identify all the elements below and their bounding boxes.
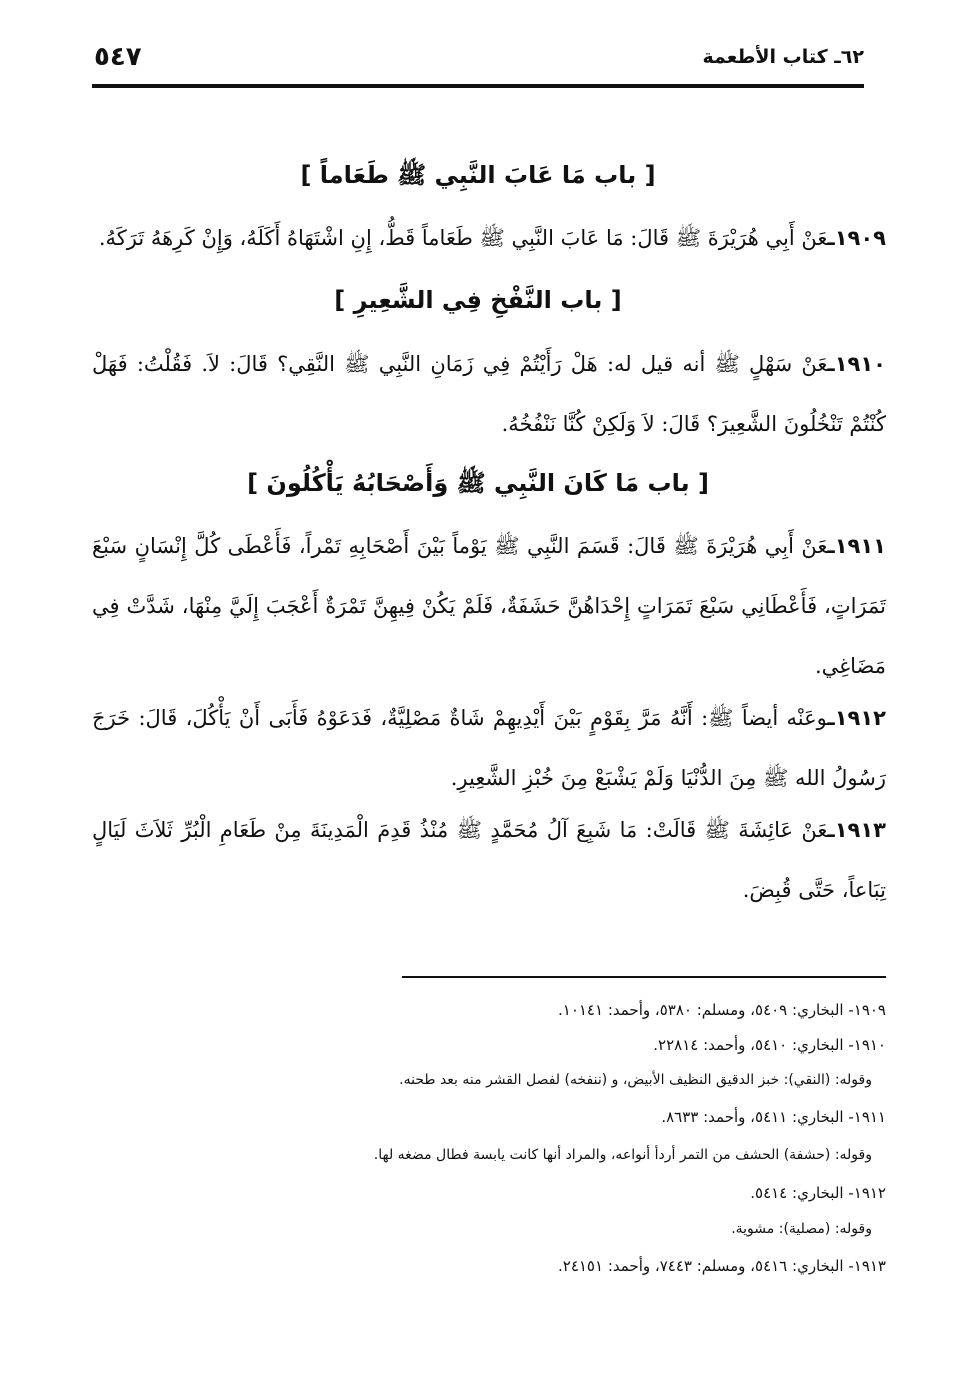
section-heading: [ باب مَا عَابَ النَّبِي ﷺ طَعَاماً ] bbox=[300, 161, 656, 189]
footnote-reference: ١٩١١- البخاري: ٥٤١١، وأحمد: ٨٦٣٣. bbox=[661, 1108, 886, 1126]
hadith-number: ١٩١٣ـ bbox=[827, 818, 886, 842]
section-heading: [ باب مَا كَانَ النَّبِي ﷺ وَأَصْحَابُهُ يَأْكُلُونَ ] bbox=[247, 469, 709, 497]
hadith-text: وعَنْه أيضاً ﷺ: أَنَّهُ مَرَّ بِقَوْمٍ بَيْنَ أَيْدِيهِمْ شَاةٌ مَصْلِيَّةٌ، فَدَعَوْهُ فَأَبَى أَنْ يَأْكُلَ، قَالَ: خَرَجَ رَسُولُ الله ﷺ مِنَ الدُّنْيَا وَلَمْ يَشْبَعْ مِنَ خُبْزِ الشَّعِيرِ. bbox=[92, 706, 886, 790]
running-header-chapter: ٦٢ـ كتاب الأطعمة bbox=[702, 46, 864, 68]
hadith-number: ١٩١٢ـ bbox=[827, 706, 886, 730]
footnote-divider bbox=[402, 976, 886, 978]
hadith-number: ١٩١١ـ bbox=[827, 534, 886, 558]
footnote-reference: ١٩١٣- البخاري: ٥٤١٦، ومسلم: ٧٤٤٣، وأحمد: ٢٤١٥١. bbox=[557, 1257, 886, 1275]
section-heading: [ باب النَّفْخِ فِي الشَّعِيرِ ] bbox=[334, 286, 622, 314]
hadith-text: عَنْ أَبِي هُرَيْرَةَ ﷺ قَالَ: مَا عَابَ النَّبِي ﷺ طَعَاماً قَطُّ، إِنِ اشْتَهَاهُ أَكَلَهُ، وَإِنْ كَرِهَهُ تَرَكَهُ. bbox=[98, 226, 828, 250]
footnote-reference: ١٩١٢- البخاري: ٥٤١٤. bbox=[750, 1184, 886, 1202]
hadith-number: ١٩١٠ـ bbox=[827, 352, 886, 376]
hadith-text: عَنْ سَهْلٍ ﷺ أنه قيل له: هَلْ رَأَيْتُمْ فِي زَمَانِ النَّبِي ﷺ النَّقِي؟ قَالَ: لاَ. فَقُلْتُ: فَهَلْ كُنْتُمْ تَنْخُلُونَ الشَّعِيرَ؟ قَالَ: لاَ وَلَكِنْ كُنَّا نَنْفُخُهُ. bbox=[92, 352, 886, 436]
hadith-number: ١٩٠٩ـ bbox=[827, 226, 886, 250]
hadith-text: عَنْ عَائِشَةَ ﷺ قَالَتْ: مَا شَبِعَ آلُ مُحَمَّدٍ ﷺ مُنْذُ قَدِمَ الْمَدِينَةَ مِنْ طَعَامِ الْبُرِّ ثَلاَثَ لَيَالٍ تِبَاعاً، حَتَّى قُبِضَ. bbox=[92, 818, 886, 902]
footnote-reference: ١٩٠٩- البخاري: ٥٤٠٩، ومسلم: ٥٣٨٠، وأحمد: ١٠١٤١. bbox=[557, 1001, 886, 1019]
footnote-reference: ١٩١٠- البخاري: ٥٤١٠، وأحمد: ٢٢٨١٤. bbox=[653, 1036, 886, 1054]
footnote-explanation: وقوله: (النقي): خبز الدقيق النظيف الأبيض، و (ننفخه) لفصل القشر منه بعد طحنه. bbox=[399, 1072, 872, 1088]
hadith-paragraph bbox=[92, 688, 886, 808]
hadith-paragraph bbox=[92, 208, 886, 268]
hadith-paragraph bbox=[92, 516, 886, 696]
hadith-text: عَنْ أَبِي هُرَيْرَةَ ﷺ قَالَ: قَسَمَ النَّبِي ﷺ يَوْماً بَيْنَ أَصْحَابِهِ تَمْراً، فَأَعْطَى كُلَّ إِنْسَانٍ سَبْعَ تَمَرَاتٍ، فَأَعْطَانِي سَبْعَ تَمَرَاتٍ إِحْدَاهُنَّ حَشَفَةٌ، فَلَمْ يَكُنْ فِيهِنَّ تَمْرَةٌ أَعْجَبَ إِلَيَّ مِنْهَا، شَدَّتْ فِي مَضَاغِي. bbox=[92, 534, 886, 678]
header-divider bbox=[92, 84, 864, 88]
footnote-explanation: وقوله: (حشفة) الحشف من التمر أردأ أنواعه، والمراد أنها كانت يابسة فطال مضغه لها. bbox=[373, 1147, 872, 1163]
hadith-paragraph bbox=[92, 334, 886, 454]
page-number: ٥٤٧ bbox=[94, 42, 142, 72]
hadith-paragraph bbox=[92, 800, 886, 920]
footnote-explanation: وقوله: (مصلية): مشوية. bbox=[731, 1221, 872, 1237]
